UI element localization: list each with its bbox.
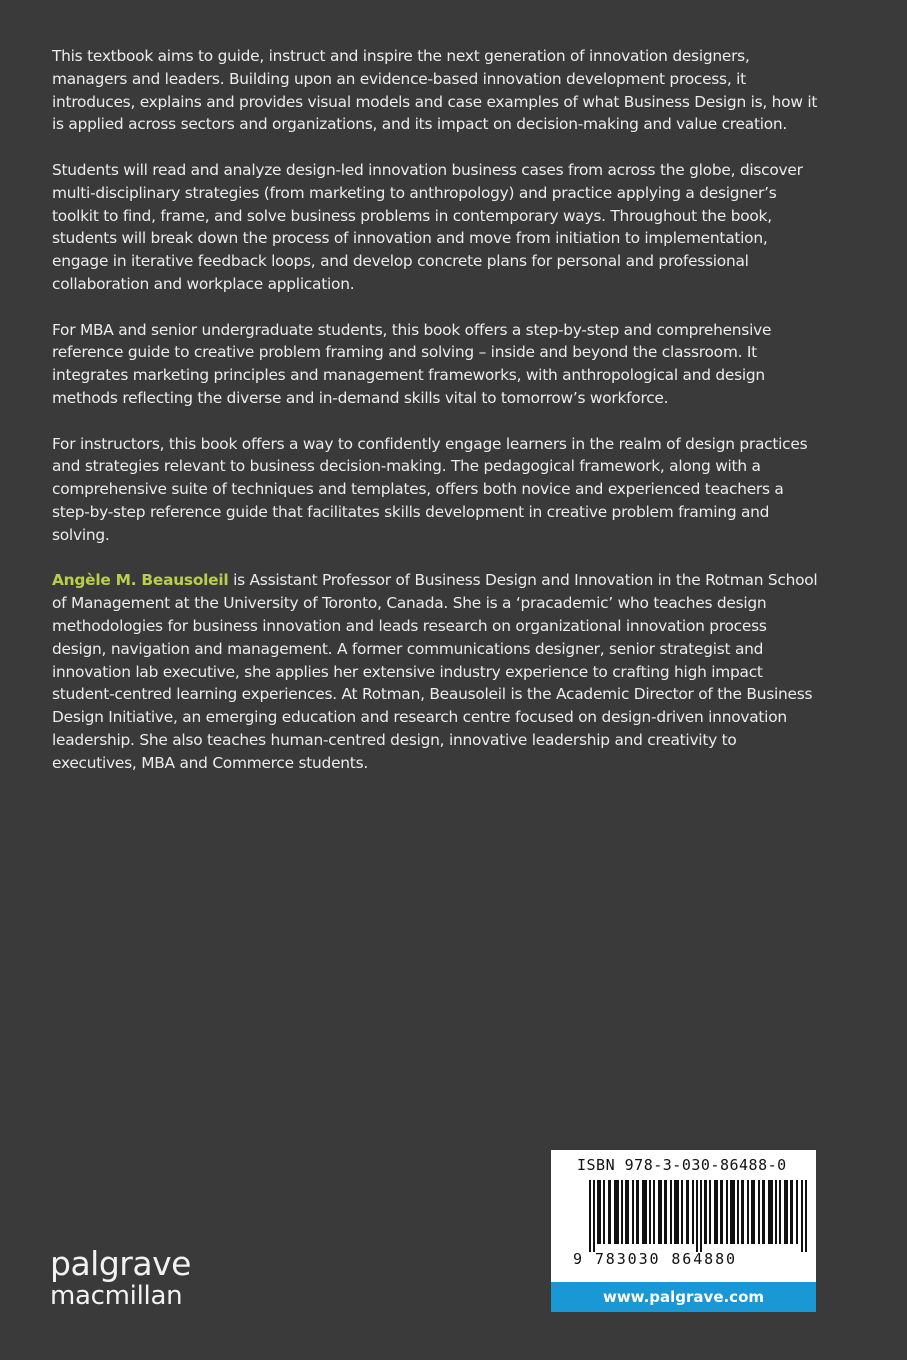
palgrave-macmillan-logo [50,1244,191,1311]
publisher-url[interactable]: www.palgrave.com [551,1282,816,1312]
author-name: Angèle M. Beausoleil [52,571,229,590]
isbn-barcode-box [551,1150,816,1282]
isbn-label: ISBN 978-3-030-86488-0 [577,1156,787,1174]
blurb [52,45,822,797]
barcode-digits: 9 783030 864880 [573,1250,737,1268]
logo-line-macmillan: macmillan [50,1281,183,1311]
blurb-paragraph-4: For instructors, this book offers a way to confidently engage learners in the realm of design practices and strategies relevant to business decision-making. The pedagogical framework, along with a comprehensive suite of techniques and templates, offers both novice and experienced teachers a step-by-step reference guide that facilitates skills development in creative problem framing and solving. [52,434,808,544]
author-bio-text: is Assistant Professor of Business Design and Innovation in the Rotman School of Management at the University of Toronto, Canada. She is a ‘pracademic’ who teaches design methodologies for business innovation and leads research on organizational innovation process design, navigation and management. A former communications designer, senior strategist and innovation lab executive, she applies her extensive industry experience to crafting high impact student-centred learning experiences. At Rotman, Beausoleil is the Academic Director of the Business Design Initiative, an emerging education and research centre focused on design-driven innovation leadership. She also teaches human-centred design, innovative leadership and creativity to executives, MBA and Commerce students. [52,571,818,772]
blurb-paragraph-2: Students will read and analyze design-led innovation business cases from across the globe, discover multi-disciplinary strategies (from marketing to anthropology) and practice applying a designer’s toolkit to find, frame, and solve business problems in contemporary ways. Throughout the book, students will break down the process of innovation and move from initiation to implementation, engage in iterative feedback loops, and develop concrete plans for personal and professional collaboration and workplace application. [52,160,803,293]
author-bio [52,569,822,774]
blurb-paragraph-3: For MBA and senior undergraduate students, this book offers a step-by-step and comprehensive reference guide to creative problem framing and solving – inside and beyond the classroom. It integrates marketing principles and management frameworks, with anthropological and design methods reflecting the diverse and in-demand skills vital to tomorrow’s workforce. [52,320,772,407]
logo-line-palgrave: palgrave [50,1244,191,1283]
blurb-paragraph-1: This textbook aims to guide, instruct and inspire the next generation of innovation designers, managers and leaders. Building upon an evidence-based innovation development process, it introduces, explains and provides visual models and case examples of what Business Design is, how it is applied across sectors and organizations, and its impact on decision-making and value creation. [52,47,818,134]
barcode-icon [589,1180,809,1252]
